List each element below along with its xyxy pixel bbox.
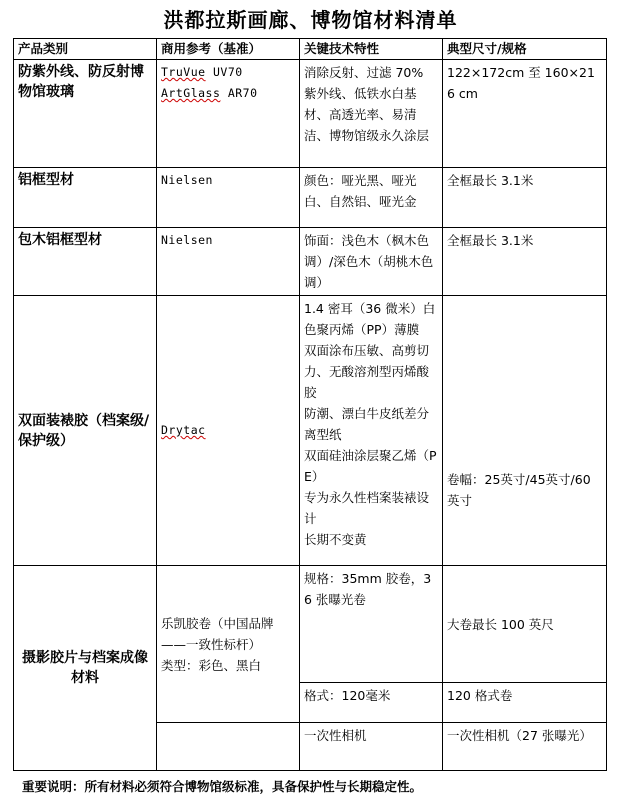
category-cell: 防紫外线、防反射博物馆玻璃 bbox=[14, 60, 157, 168]
feature-line: 防潮、漂白牛皮纸差分离型纸 bbox=[304, 406, 430, 442]
size-cell: 卷幅：25英寸/45英寸/60英寸 bbox=[443, 296, 607, 566]
brand-name: ArtGlass bbox=[161, 86, 221, 100]
features-cell: 饰面：浅色木（枫木色调）/深色木（胡桃木色调） bbox=[300, 228, 443, 296]
important-note: 重要说明：所有材料必须符合博物馆级标准，具备保护性与长期稳定性。 bbox=[22, 779, 423, 794]
page-title: 洪都拉斯画廊、博物馆材料清单 bbox=[163, 8, 458, 32]
feature-line: 双面硅油涂层聚乙烯（PE） bbox=[304, 448, 437, 484]
category-cell: 摄影胶片与档案成像材料 bbox=[14, 566, 157, 771]
features-cell: 一次性相机 bbox=[300, 723, 443, 771]
brand-name: 乐凯胶卷（中国品牌——一致性标杆） bbox=[161, 615, 274, 652]
header-reference: 商用参考（基准） bbox=[157, 39, 300, 60]
film-type: 类型：彩色、黑白 bbox=[161, 657, 262, 673]
category-cell: 铝框型材 bbox=[14, 168, 157, 228]
size-cell: 122×172cm 至 160×216 cm bbox=[443, 60, 607, 168]
category-cell: 包木铝框型材 bbox=[14, 228, 157, 296]
brand-name: TruVue bbox=[161, 65, 206, 79]
category-cell: 双面装裱胶（档案级/保护级） bbox=[14, 296, 157, 566]
table-row bbox=[14, 566, 607, 683]
header-category: 产品类别 bbox=[14, 39, 157, 60]
reference-cell bbox=[157, 566, 300, 723]
table-row bbox=[14, 60, 607, 168]
features-cell: 消除反射、过滤 70% 紫外线、低铁水白基材、高透光率、易清洁、博物馆级永久涂层 bbox=[300, 60, 443, 168]
size-cell: 一次性相机（27 张曝光） bbox=[443, 723, 607, 771]
product-code: UV70 bbox=[205, 65, 243, 79]
table-row bbox=[14, 228, 607, 296]
feature-line: 专为永久性档案装裱设计 bbox=[304, 490, 430, 526]
size-cell: 120 格式卷 bbox=[443, 683, 607, 723]
features-cell bbox=[300, 296, 443, 566]
header-features: 关键技术特性 bbox=[300, 39, 443, 60]
features-cell: 颜色：哑光黑、哑光白、自然铝、哑光金 bbox=[300, 168, 443, 228]
table-row bbox=[14, 168, 607, 228]
table-row bbox=[14, 296, 607, 566]
size-cell: 大卷最长 100 英尺 bbox=[443, 566, 607, 683]
brand-name: Drytac bbox=[161, 423, 206, 437]
reference-cell bbox=[157, 60, 300, 168]
reference-cell: Nielsen bbox=[157, 168, 300, 228]
materials-table bbox=[13, 38, 607, 771]
features-cell: 规格：35mm 胶卷，36 张曝光卷 bbox=[300, 566, 443, 683]
size-cell: 全框最长 3.1米 bbox=[443, 228, 607, 296]
feature-line: 双面涂布压敏、高剪切力、无酸溶剂型丙烯酸胶 bbox=[304, 343, 430, 400]
header-size: 典型尺寸/规格 bbox=[443, 39, 607, 60]
product-code: AR70 bbox=[220, 86, 258, 100]
size-cell: 全框最长 3.1米 bbox=[443, 168, 607, 228]
reference-cell bbox=[157, 296, 300, 566]
reference-cell-empty bbox=[157, 723, 300, 771]
features-cell: 格式：120毫米 bbox=[300, 683, 443, 723]
reference-cell: Nielsen bbox=[157, 228, 300, 296]
feature-line: 长期不变黄 bbox=[304, 532, 367, 547]
feature-line: 1.4 密耳（36 微米）白色聚丙烯（PP）薄膜 bbox=[304, 301, 436, 337]
table-header-row bbox=[14, 39, 607, 60]
